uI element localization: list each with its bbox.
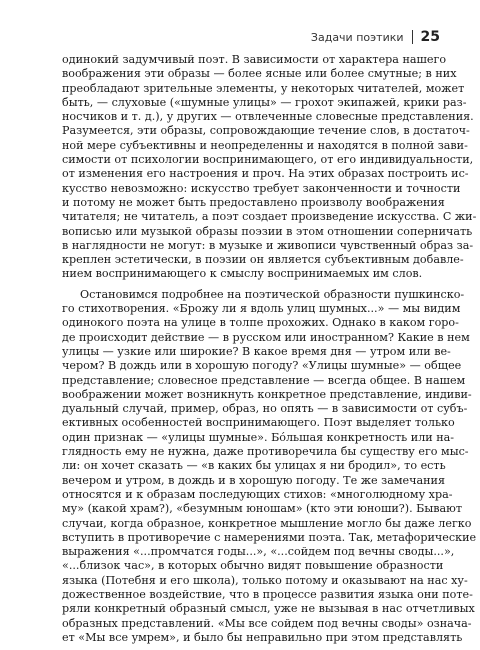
text-line: дуальный случай, пример, образ, но опять — в зависимости от субъ- (62, 402, 468, 416)
text-line: вечером и утром, в дождь и в хорошую погоду. Те же замечания (62, 473, 445, 487)
text-line: го стихотворения. «Брожу ли я вдоль улиц шумных...» — мы видим (62, 302, 461, 316)
text-line: выражения «...промчатся годы...», «...сойдем под вечны своды...», (62, 545, 455, 559)
text-line: ли: он хочет сказать — «в каких бы улицах я ни бродил», то есть (62, 459, 446, 473)
text-line: образных представлений. «Мы все сойдем под вечны своды» означа- (62, 616, 472, 630)
text-line: вступить в противоречие с намерениями поэта. Так, метафорические (62, 530, 477, 544)
text-line: представление; словесное представление — всегда общее. В нашем (62, 373, 466, 387)
text-line: воображении может возникнуть конкретное представление, индиви- (62, 387, 472, 401)
text-line: симости от психологии воспринимающего, от его индивидуальности, (62, 153, 474, 167)
text-line: кусство невозможно: искусство требует законченности и точности (62, 181, 461, 195)
text-line: в наглядности не могут: в музыке и живописи чувственный образ за- (62, 238, 474, 252)
text-line: нием воспринимающего к смыслу воспринимаемых им слов. (62, 267, 423, 281)
text-line: ряли конкретный образный смысл, уже не вызывая в нас отчетливых (62, 602, 475, 616)
text-line: относятся и к образам последующих стихов: «многолюдному хра- (62, 487, 453, 501)
text-line: му» (какой храм?), «безумным юношам» (кто эти юноши?). Бывают (62, 502, 462, 516)
text-line: и потому не может быть предоставлено произволу воображения (62, 195, 445, 209)
text-line: одинокий задумчивый поэт. В зависимости от характера нашего (62, 53, 447, 66)
running-head (311, 29, 440, 45)
paragraph-2 (62, 287, 477, 645)
text-line: от изменения его настроения и проч. На этих образах построить ис- (62, 167, 469, 181)
text-line: ет «Мы все умрем», и было бы неправильно при этом представлять (62, 630, 463, 644)
header-divider (412, 30, 413, 44)
text-line: случаи, когда образное, конкретное мышление могло бы даже легко (62, 516, 472, 530)
text-line: языка (Потебня и его школа), только потому и оказывают на нас ху- (62, 573, 468, 587)
body-text (62, 53, 477, 645)
text-line: носчиков и т. д.), у других — отвлеченные словесные представления. (62, 110, 474, 124)
paragraph-1 (62, 53, 477, 282)
running-title: Задачи поэтики (310, 30, 404, 44)
text-line: читателя; не читатель, а поэт создает произведение искусства. С жи- (62, 210, 477, 224)
text-line: быть, — слуховые («шумные улицы» — грохот экипажей, крики раз- (62, 95, 467, 109)
text-line: вописью или музыкой образы поэзии в этом отношении соперничать (62, 224, 473, 238)
text-line: «...близок час», в которых обычно видят повышение образности (62, 559, 444, 573)
text-line: ективных особенностей воспринимающего. Поэт выделяет только (62, 416, 455, 430)
text-line: одинокого поэта на улице в толпе прохожих. Однако в каком горо- (62, 316, 459, 330)
text-line: Разумеется, эти образы, сопровождающие течение слов, в достаточ- (62, 124, 470, 138)
text-line: де происходит действие — в русском или иностранном? Какие в нем (62, 330, 470, 344)
text-line: дожественное воздействие, что в процессе развития языка они поте- (62, 587, 473, 601)
page-number: 25 (420, 29, 440, 45)
text-line: глядность ему не нужна, даже противоречила бы существу его мыс- (62, 445, 469, 459)
text-line: ной мере субъективны и неопределенны и находятся в полной зави- (62, 138, 468, 152)
text-line: улицы — узкие или широкие? В какое время дня — утром или ве- (62, 344, 451, 358)
text-line: Остановимся подробнее на поэтической образности пушкинско- (80, 287, 465, 301)
text-line: чером? В дождь или в хорошую погоду? «Улицы шумные» — общее (62, 359, 462, 373)
text-line: один признак — «улицы шумные». Бо́льшая конкретность или на- (62, 430, 455, 444)
text-line: креплен эстетически, в поэзии он является субъективным добавле- (62, 253, 464, 267)
text-line: преобладают зрительные элементы, у некоторых читателей, может (62, 81, 465, 95)
text-line: воображения эти образы — более ясные или более смутные; в них (62, 67, 457, 81)
